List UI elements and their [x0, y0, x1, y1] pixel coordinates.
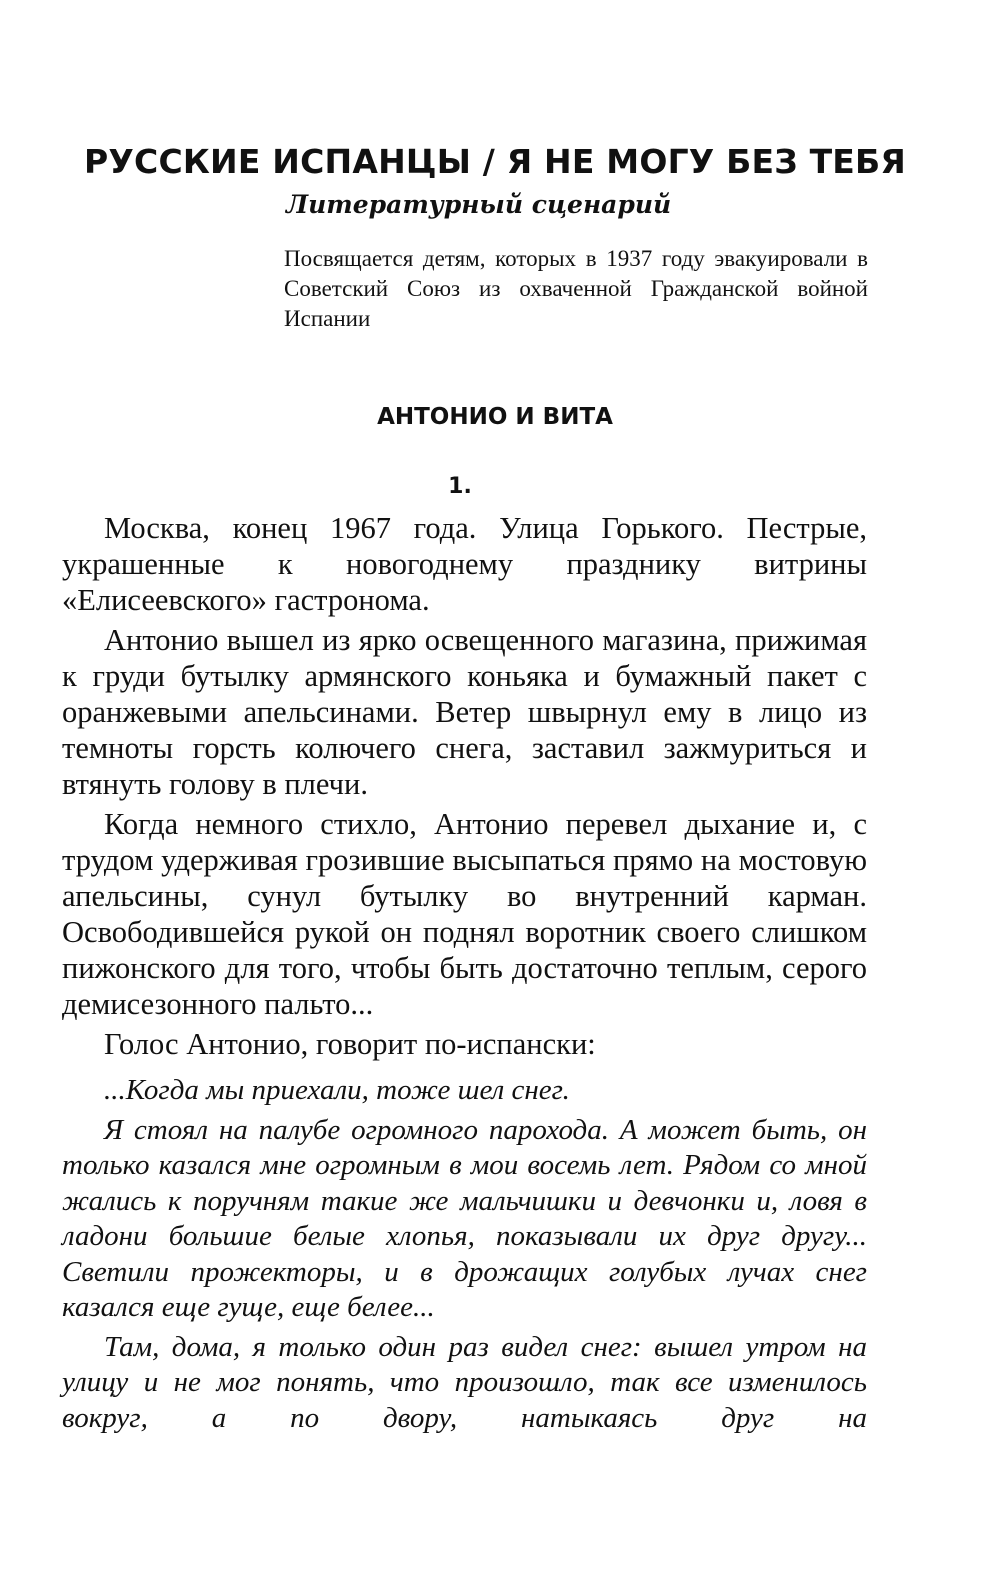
document-subtitle: Литературный сценарий — [286, 190, 672, 219]
paragraph: Когда немного стихло, Антонио перевел дыхание и, с трудом удерживая грозившие высыпаться прямо на мостовую апельсины, сунул бутылку во внутренний карман. Освободившейся рукой он поднял воротник своего слишком пижонского для того, чтобы быть достаточно теплым, серого демисезонного пальто... — [62, 807, 867, 1021]
section-number: 1. — [448, 474, 472, 499]
paragraph: Москва, конец 1967 года. Улица Горького. Пестрые, украшенные к новогоднему празднику витрины «Елисеевского» гастронома. — [62, 511, 867, 617]
body-text — [62, 510, 867, 1066]
italic-paragraph: Я стоял на палубе огромного парохода. А может быть, он только казался мне огромным в мои восемь лет. Рядом со мной жались к поручням такие же мальчишки и девчонки и, ловя в ладони большие белые хлопья, показывали их друг другу... Светили прожекторы, и в дрожащих голубых лучах снег казался еще гуще, еще белее... — [62, 1113, 867, 1323]
italic-paragraph: ...Когда мы приехали, тоже шел снег. — [104, 1074, 570, 1106]
dedication: Посвящается детям, которых в 1937 году эвакуировали в Советский Союз из охваченной Гражданской войной Испании — [284, 246, 868, 331]
voiceover-text — [62, 1073, 867, 1440]
italic-paragraph: Там, дома, я только один раз видел снег: вышел утром на улицу и не мог понять, что произошло, так все изменилось вокруг, а по двору, натыкаясь друг на — [62, 1330, 867, 1434]
document-title: РУССКИЕ ИСПАНЦЫ / Я НЕ МОГУ БЕЗ ТЕБЯ — [84, 142, 906, 181]
chapter-title: АНТОНИО И ВИТА — [377, 404, 613, 430]
paragraph: Антонио вышел из ярко освещенного магазина, прижимая к груди бутылку армянского коньяка и бумажный пакет с оранжевыми апельсинами. Ветер швырнул ему в лицо из темноты горсть колючего снега, заставил зажмуриться и втянуть голову в плечи. — [62, 623, 867, 801]
paragraph: Голос Антонио, говорит по-испански: — [104, 1027, 596, 1061]
